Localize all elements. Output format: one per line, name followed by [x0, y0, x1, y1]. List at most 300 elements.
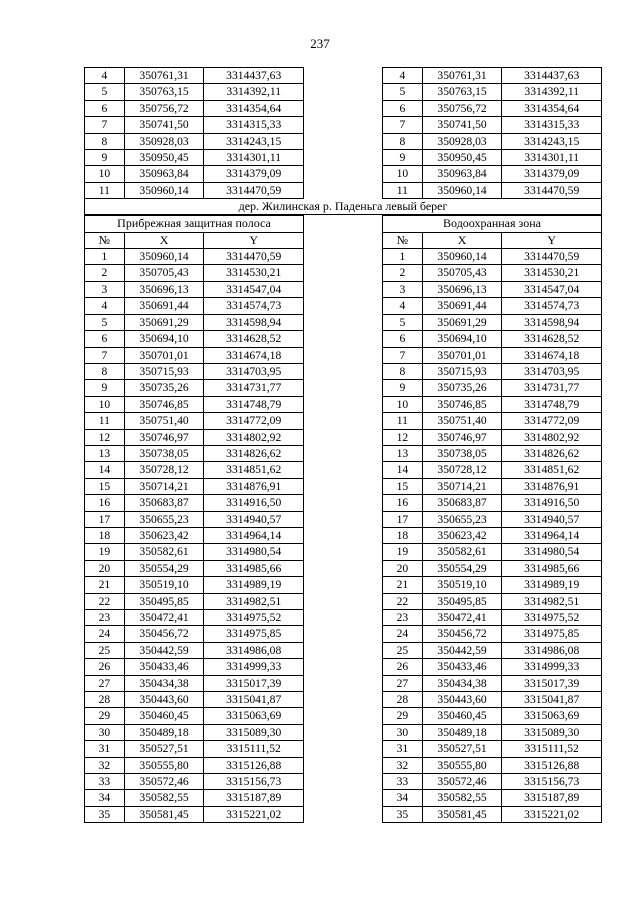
- cell-number: 28: [85, 692, 125, 708]
- table-row: [383, 741, 602, 757]
- cell-x: 350489,18: [124, 724, 204, 740]
- cell-x: 350472,41: [422, 610, 502, 626]
- cell-x: 350963,84: [422, 166, 502, 182]
- shore-protection-table: [84, 215, 304, 823]
- cell-x: 350701,01: [422, 347, 502, 363]
- cell-number: 5: [85, 84, 125, 100]
- cell-number: 23: [85, 610, 125, 626]
- cell-y: 3314826,62: [204, 445, 304, 461]
- cell-number: 18: [383, 527, 423, 543]
- table-row: [383, 560, 602, 576]
- cell-x: 350582,55: [422, 790, 502, 806]
- cell-x: 350443,60: [422, 692, 502, 708]
- cell-number: 4: [383, 68, 423, 84]
- table-row: [85, 396, 304, 412]
- cell-number: 9: [85, 380, 125, 396]
- table-row: [85, 249, 304, 265]
- cell-number: 32: [85, 757, 125, 773]
- cell-number: 29: [383, 708, 423, 724]
- cell-number: 30: [85, 724, 125, 740]
- col-header-number: №: [85, 232, 125, 248]
- table-row: [85, 413, 304, 429]
- table-row: [85, 790, 304, 806]
- table-row: [383, 495, 602, 511]
- cell-number: 3: [383, 281, 423, 297]
- cell-number: 12: [85, 429, 125, 445]
- cell-x: 350696,13: [422, 281, 502, 297]
- cell-x: 350960,14: [422, 249, 502, 265]
- table-row: [383, 724, 602, 740]
- table-row: [383, 544, 602, 560]
- cell-number: 35: [383, 806, 423, 822]
- cell-number: 15: [85, 478, 125, 494]
- table-row: [383, 692, 602, 708]
- cell-y: 3315063,69: [204, 708, 304, 724]
- cell-number: 11: [85, 413, 125, 429]
- cell-x: 350963,84: [124, 166, 204, 182]
- table-row: [85, 100, 304, 116]
- cell-x: 350763,15: [124, 84, 204, 100]
- col-header-y: Y: [204, 232, 304, 248]
- cell-y: 3314940,57: [502, 511, 602, 527]
- table-row: [383, 445, 602, 461]
- cell-y: 3315041,87: [204, 692, 304, 708]
- cell-number: 30: [383, 724, 423, 740]
- cell-number: 10: [85, 166, 125, 182]
- cell-number: 11: [383, 182, 423, 198]
- cell-number: 33: [383, 774, 423, 790]
- table-row: [85, 363, 304, 379]
- table-row: [85, 298, 304, 314]
- cell-x: 350489,18: [422, 724, 502, 740]
- table-row: [383, 117, 602, 133]
- cell-y: 3314470,59: [204, 182, 304, 198]
- cell-number: 2: [383, 265, 423, 281]
- table-row: [383, 610, 602, 626]
- cell-y: 3315063,69: [502, 708, 602, 724]
- cell-number: 17: [85, 511, 125, 527]
- cell-x: 350694,10: [422, 331, 502, 347]
- cell-x: 350434,38: [422, 675, 502, 691]
- cell-x: 350950,45: [124, 150, 204, 166]
- cell-x: 350761,31: [124, 68, 204, 84]
- cell-x: 350456,72: [124, 626, 204, 642]
- cell-y: 3314574,73: [502, 298, 602, 314]
- cell-y: 3314980,54: [502, 544, 602, 560]
- cell-y: 3314392,11: [502, 84, 602, 100]
- top-left-table: [84, 67, 304, 199]
- cell-number: 31: [383, 741, 423, 757]
- cell-x: 350691,44: [124, 298, 204, 314]
- cell-x: 350442,59: [124, 642, 204, 658]
- cell-number: 7: [383, 347, 423, 363]
- table-row: [383, 757, 602, 773]
- table-row: [85, 675, 304, 691]
- table-row: [383, 331, 602, 347]
- table-row: [85, 84, 304, 100]
- cell-y: 3315221,02: [502, 806, 602, 822]
- cell-y: 3314243,15: [502, 133, 602, 149]
- table-row: [85, 642, 304, 658]
- cell-number: 7: [383, 117, 423, 133]
- cell-number: 20: [383, 560, 423, 576]
- cell-x: 350655,23: [124, 511, 204, 527]
- cell-y: 3314301,11: [204, 150, 304, 166]
- cell-y: 3315041,87: [502, 692, 602, 708]
- cell-number: 32: [383, 757, 423, 773]
- cell-number: 23: [383, 610, 423, 626]
- table-row: [383, 413, 602, 429]
- cell-x: 350746,85: [422, 396, 502, 412]
- table-row: [383, 100, 602, 116]
- cell-x: 350928,03: [422, 133, 502, 149]
- cell-y: 3314876,91: [502, 478, 602, 494]
- cell-x: 350694,10: [124, 331, 204, 347]
- table-row: [85, 281, 304, 297]
- table-row: [85, 511, 304, 527]
- cell-x: 350655,23: [422, 511, 502, 527]
- cell-x: 350714,21: [124, 478, 204, 494]
- cell-y: 3314301,11: [502, 150, 602, 166]
- cell-number: 34: [85, 790, 125, 806]
- cell-number: 6: [383, 100, 423, 116]
- cell-y: 3314975,52: [502, 610, 602, 626]
- cell-number: 7: [85, 117, 125, 133]
- cell-y: 3315221,02: [204, 806, 304, 822]
- cell-number: 11: [383, 413, 423, 429]
- table-row: [85, 692, 304, 708]
- cell-x: 350928,03: [124, 133, 204, 149]
- cell-number: 2: [85, 265, 125, 281]
- cell-number: 24: [85, 626, 125, 642]
- coordinates-document: [84, 67, 602, 823]
- table-row: [383, 380, 602, 396]
- cell-number: 13: [383, 445, 423, 461]
- table-row: [85, 708, 304, 724]
- cell-x: 350572,46: [124, 774, 204, 790]
- cell-y: 3315187,89: [502, 790, 602, 806]
- cell-y: 3315187,89: [204, 790, 304, 806]
- table-row: [383, 708, 602, 724]
- cell-x: 350434,38: [124, 675, 204, 691]
- table-row: [85, 495, 304, 511]
- cell-number: 8: [85, 363, 125, 379]
- top-tables: [84, 67, 602, 199]
- cell-y: 3314530,21: [204, 265, 304, 281]
- cell-number: 20: [85, 560, 125, 576]
- cell-number: 25: [85, 642, 125, 658]
- cell-number: 24: [383, 626, 423, 642]
- cell-y: 3314470,59: [502, 182, 602, 198]
- cell-y: 3315111,52: [204, 741, 304, 757]
- cell-x: 350527,51: [124, 741, 204, 757]
- cell-number: 4: [85, 298, 125, 314]
- cell-y: 3314975,85: [502, 626, 602, 642]
- cell-x: 350582,55: [124, 790, 204, 806]
- cell-number: 6: [383, 331, 423, 347]
- cell-x: 350705,43: [124, 265, 204, 281]
- cell-y: 3315017,39: [502, 675, 602, 691]
- table-row: [85, 117, 304, 133]
- col-header-number: №: [383, 232, 423, 248]
- col-header-x: X: [124, 232, 204, 248]
- water-protection-table: [382, 215, 602, 823]
- cell-x: 350460,45: [422, 708, 502, 724]
- cell-number: 16: [383, 495, 423, 511]
- cell-y: 3314980,54: [204, 544, 304, 560]
- table-row: [85, 741, 304, 757]
- cell-y: 3314574,73: [204, 298, 304, 314]
- cell-number: 5: [85, 314, 125, 330]
- table-row: [383, 182, 602, 198]
- cell-y: 3314628,52: [502, 331, 602, 347]
- table-row: [383, 774, 602, 790]
- cell-number: 3: [85, 281, 125, 297]
- cell-y: 3314975,52: [204, 610, 304, 626]
- col-header-y: Y: [502, 232, 602, 248]
- cell-y: 3314674,18: [204, 347, 304, 363]
- cell-number: 19: [85, 544, 125, 560]
- cell-x: 350581,45: [422, 806, 502, 822]
- cell-number: 8: [85, 133, 125, 149]
- cell-y: 3314986,08: [204, 642, 304, 658]
- cell-number: 22: [85, 593, 125, 609]
- main-tables: [84, 215, 602, 823]
- table-row: [383, 265, 602, 281]
- cell-number: 16: [85, 495, 125, 511]
- table-row: [85, 757, 304, 773]
- cell-x: 350456,72: [422, 626, 502, 642]
- cell-y: 3314748,79: [502, 396, 602, 412]
- cell-number: 9: [85, 150, 125, 166]
- cell-y: 3314986,08: [502, 642, 602, 658]
- cell-y: 3314802,92: [502, 429, 602, 445]
- cell-y: 3314802,92: [204, 429, 304, 445]
- cell-x: 350460,45: [124, 708, 204, 724]
- cell-y: 3314628,52: [204, 331, 304, 347]
- cell-y: 3314379,09: [502, 166, 602, 182]
- cell-x: 350960,14: [422, 182, 502, 198]
- cell-x: 350582,61: [124, 544, 204, 560]
- cell-x: 350763,15: [422, 84, 502, 100]
- table-row: [383, 347, 602, 363]
- cell-number: 25: [383, 642, 423, 658]
- table-row: [383, 675, 602, 691]
- cell-x: 350443,60: [124, 692, 204, 708]
- table-row: [85, 462, 304, 478]
- cell-x: 350746,97: [124, 429, 204, 445]
- cell-y: 3314772,09: [502, 413, 602, 429]
- cell-x: 350691,29: [124, 314, 204, 330]
- cell-y: 3314470,59: [204, 249, 304, 265]
- cell-number: 4: [383, 298, 423, 314]
- table-row: [85, 68, 304, 84]
- cell-y: 3314985,66: [502, 560, 602, 576]
- table-row: [85, 806, 304, 822]
- cell-x: 350735,26: [422, 380, 502, 396]
- cell-x: 350623,42: [124, 527, 204, 543]
- cell-y: 3314703,95: [204, 363, 304, 379]
- cell-y: 3314674,18: [502, 347, 602, 363]
- table-row: [383, 249, 602, 265]
- table-row: [383, 68, 602, 84]
- cell-y: 3315156,73: [502, 774, 602, 790]
- cell-number: 1: [85, 249, 125, 265]
- cell-y: 3315126,88: [204, 757, 304, 773]
- cell-y: 3314982,51: [502, 593, 602, 609]
- table-row: [85, 659, 304, 675]
- cell-y: 3315089,30: [502, 724, 602, 740]
- cell-y: 3314916,50: [502, 495, 602, 511]
- cell-y: 3314999,33: [502, 659, 602, 675]
- table-row: [85, 593, 304, 609]
- left-table-title: Прибрежная защитная полоса: [85, 216, 304, 232]
- cell-x: 350728,12: [124, 462, 204, 478]
- cell-number: 9: [383, 380, 423, 396]
- cell-x: 350756,72: [422, 100, 502, 116]
- cell-x: 350572,46: [422, 774, 502, 790]
- cell-number: 14: [85, 462, 125, 478]
- cell-number: 8: [383, 363, 423, 379]
- cell-x: 350761,31: [422, 68, 502, 84]
- cell-number: 19: [383, 544, 423, 560]
- cell-number: 21: [383, 577, 423, 593]
- cell-y: 3314975,85: [204, 626, 304, 642]
- table-row: [383, 363, 602, 379]
- table-row: [383, 527, 602, 543]
- table-row: [383, 166, 602, 182]
- cell-y: 3314315,33: [204, 117, 304, 133]
- right-table-title: Водоохранная зона: [383, 216, 602, 232]
- table-row: [85, 380, 304, 396]
- cell-number: 22: [383, 593, 423, 609]
- cell-y: 3314964,14: [502, 527, 602, 543]
- cell-number: 5: [383, 314, 423, 330]
- cell-y: 3314470,59: [502, 249, 602, 265]
- cell-x: 350623,42: [422, 527, 502, 543]
- table-row: [383, 659, 602, 675]
- cell-y: 3314876,91: [204, 478, 304, 494]
- table-row: [85, 314, 304, 330]
- cell-y: 3314547,04: [502, 281, 602, 297]
- table-row: [85, 626, 304, 642]
- cell-number: 13: [85, 445, 125, 461]
- table-row: [383, 593, 602, 609]
- cell-y: 3314826,62: [502, 445, 602, 461]
- cell-x: 350554,29: [124, 560, 204, 576]
- cell-x: 350746,97: [422, 429, 502, 445]
- cell-number: 10: [85, 396, 125, 412]
- cell-x: 350691,29: [422, 314, 502, 330]
- cell-x: 350728,12: [422, 462, 502, 478]
- table-row: [383, 626, 602, 642]
- cell-number: 10: [383, 396, 423, 412]
- cell-x: 350696,13: [124, 281, 204, 297]
- cell-y: 3314731,77: [204, 380, 304, 396]
- cell-number: 6: [85, 331, 125, 347]
- cell-y: 3314772,09: [204, 413, 304, 429]
- table-row: [85, 182, 304, 198]
- table-row: [85, 429, 304, 445]
- cell-x: 350683,87: [422, 495, 502, 511]
- cell-x: 350751,40: [124, 413, 204, 429]
- cell-y: 3314379,09: [204, 166, 304, 182]
- cell-x: 350714,21: [422, 478, 502, 494]
- cell-x: 350960,14: [124, 182, 204, 198]
- cell-x: 350582,61: [422, 544, 502, 560]
- cell-y: 3314964,14: [204, 527, 304, 543]
- cell-y: 3314748,79: [204, 396, 304, 412]
- cell-number: 6: [85, 100, 125, 116]
- section-title: дер. Жилинская р. Паденьга левый берег: [84, 199, 602, 215]
- cell-x: 350738,05: [422, 445, 502, 461]
- cell-x: 350683,87: [124, 495, 204, 511]
- cell-x: 350554,29: [422, 560, 502, 576]
- cell-x: 350691,44: [422, 298, 502, 314]
- cell-number: 10: [383, 166, 423, 182]
- cell-y: 3314703,95: [502, 363, 602, 379]
- cell-y: 3315111,52: [502, 741, 602, 757]
- table-row: [85, 527, 304, 543]
- table-row: [85, 774, 304, 790]
- cell-y: 3314315,33: [502, 117, 602, 133]
- table-row: [383, 84, 602, 100]
- table-row: [85, 560, 304, 576]
- col-header-x: X: [422, 232, 502, 248]
- table-row: [383, 396, 602, 412]
- table-row: [85, 331, 304, 347]
- cell-x: 350960,14: [124, 249, 204, 265]
- cell-number: 15: [383, 478, 423, 494]
- cell-y: 3314437,63: [502, 68, 602, 84]
- cell-number: 17: [383, 511, 423, 527]
- cell-number: 5: [383, 84, 423, 100]
- cell-number: 26: [383, 659, 423, 675]
- cell-x: 350746,85: [124, 396, 204, 412]
- cell-number: 27: [383, 675, 423, 691]
- cell-x: 350495,85: [124, 593, 204, 609]
- cell-x: 350751,40: [422, 413, 502, 429]
- cell-x: 350527,51: [422, 741, 502, 757]
- cell-y: 3314547,04: [204, 281, 304, 297]
- table-row: [85, 445, 304, 461]
- table-row: [383, 298, 602, 314]
- page-number: 237: [310, 36, 330, 51]
- table-row: [383, 281, 602, 297]
- cell-x: 350738,05: [124, 445, 204, 461]
- cell-number: 31: [85, 741, 125, 757]
- top-right-table: [382, 67, 602, 199]
- table-row: [383, 577, 602, 593]
- table-row: [85, 150, 304, 166]
- cell-y: 3314598,94: [502, 314, 602, 330]
- table-row: [85, 577, 304, 593]
- cell-y: 3314437,63: [204, 68, 304, 84]
- cell-number: 9: [383, 150, 423, 166]
- table-row: [383, 133, 602, 149]
- cell-y: 3314982,51: [204, 593, 304, 609]
- table-row: [383, 314, 602, 330]
- cell-x: 350519,10: [124, 577, 204, 593]
- cell-y: 3314243,15: [204, 133, 304, 149]
- cell-x: 350581,45: [124, 806, 204, 822]
- cell-number: 1: [383, 249, 423, 265]
- cell-x: 350442,59: [422, 642, 502, 658]
- cell-x: 350555,80: [422, 757, 502, 773]
- table-row: [85, 724, 304, 740]
- cell-number: 34: [383, 790, 423, 806]
- cell-number: 18: [85, 527, 125, 543]
